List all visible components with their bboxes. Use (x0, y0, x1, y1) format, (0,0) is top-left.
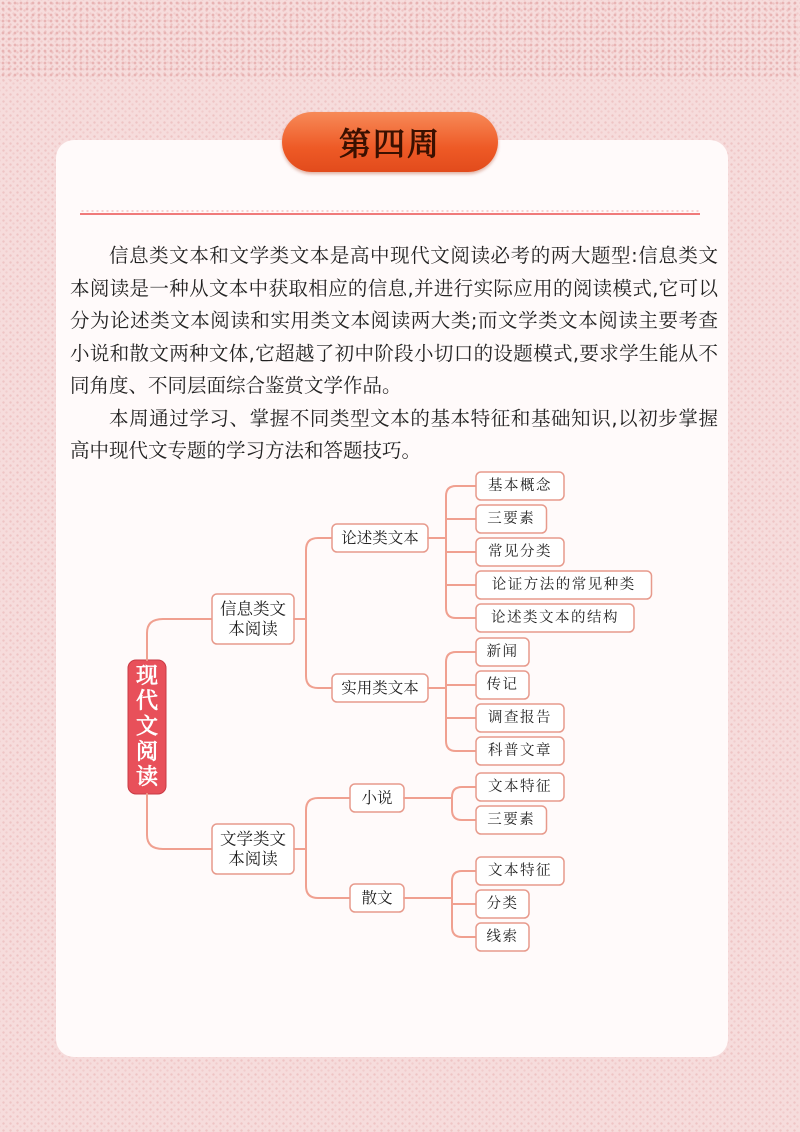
leaf-label: 三要素 (487, 812, 536, 828)
leaf-label: 论证方法的常见种类 (491, 577, 636, 593)
mindmap-root-label: 阅 (135, 739, 159, 765)
mindmap-root-label: 文 (135, 714, 159, 740)
root-connector-bottom (147, 794, 212, 849)
branch-bracket (306, 798, 350, 898)
mindmap-root (128, 660, 166, 794)
leaf-label: 线索 (486, 929, 519, 945)
intro-paragraph-2: 本周通过学习、掌握不同类型文本的基本特征和基础知识,以初步掌握高中现代文专题的学习方法和答题技巧。 (70, 406, 718, 462)
leaf-label: 基本概念 (488, 478, 552, 494)
category-label: 小说 (361, 789, 393, 807)
leaf-label: 分类 (486, 896, 519, 912)
branch-label: 本阅读 (228, 849, 278, 869)
root-connector-top (147, 619, 212, 660)
leaf-label: 调查报告 (488, 710, 552, 726)
branch-label: 本阅读 (228, 619, 278, 639)
category-bracket (452, 871, 476, 937)
leaf-label: 科普文章 (488, 743, 552, 759)
leaf-label: 文本特征 (488, 779, 552, 795)
leaf-label: 新闻 (486, 644, 519, 660)
leaf-label: 文本特征 (488, 863, 552, 879)
category-bracket (446, 652, 476, 751)
week-title: 第四周 (338, 125, 441, 163)
leaf-label: 常见分类 (488, 544, 552, 560)
leaf-label: 传记 (486, 677, 519, 693)
category-label: 散文 (361, 889, 393, 907)
category-label: 实用类文本 (341, 679, 419, 697)
mindmap-root-label: 读 (135, 765, 159, 791)
branch-bracket (306, 538, 332, 688)
branch-label: 文学类文 (220, 829, 286, 849)
category-label: 论述类文本 (341, 529, 419, 547)
category-bracket (452, 787, 476, 820)
mindmap-root-label: 现 (135, 663, 159, 689)
category-bracket (446, 486, 476, 618)
mindmap-root-label: 代 (135, 689, 159, 715)
leaf-label: 三要素 (487, 511, 536, 527)
branch-label: 信息类文 (220, 599, 286, 619)
intro-paragraph-1: 信息类文本和文学类文本是高中现代文阅读必考的两大题型:信息类文本阅读是一种从文本中获取相应的信息,并进行实际应用的阅读模式,它可以分为论述类文本阅读和实用类文本阅读两大类;而文学类文本阅读主要考查小说和散文两种文体,它超越了初中阶段小切口的设题模式,要求学生能从不同角度、不同层面综合鉴赏文学作品。 (70, 244, 718, 397)
leaf-label: 论述类文本的结构 (491, 610, 619, 626)
